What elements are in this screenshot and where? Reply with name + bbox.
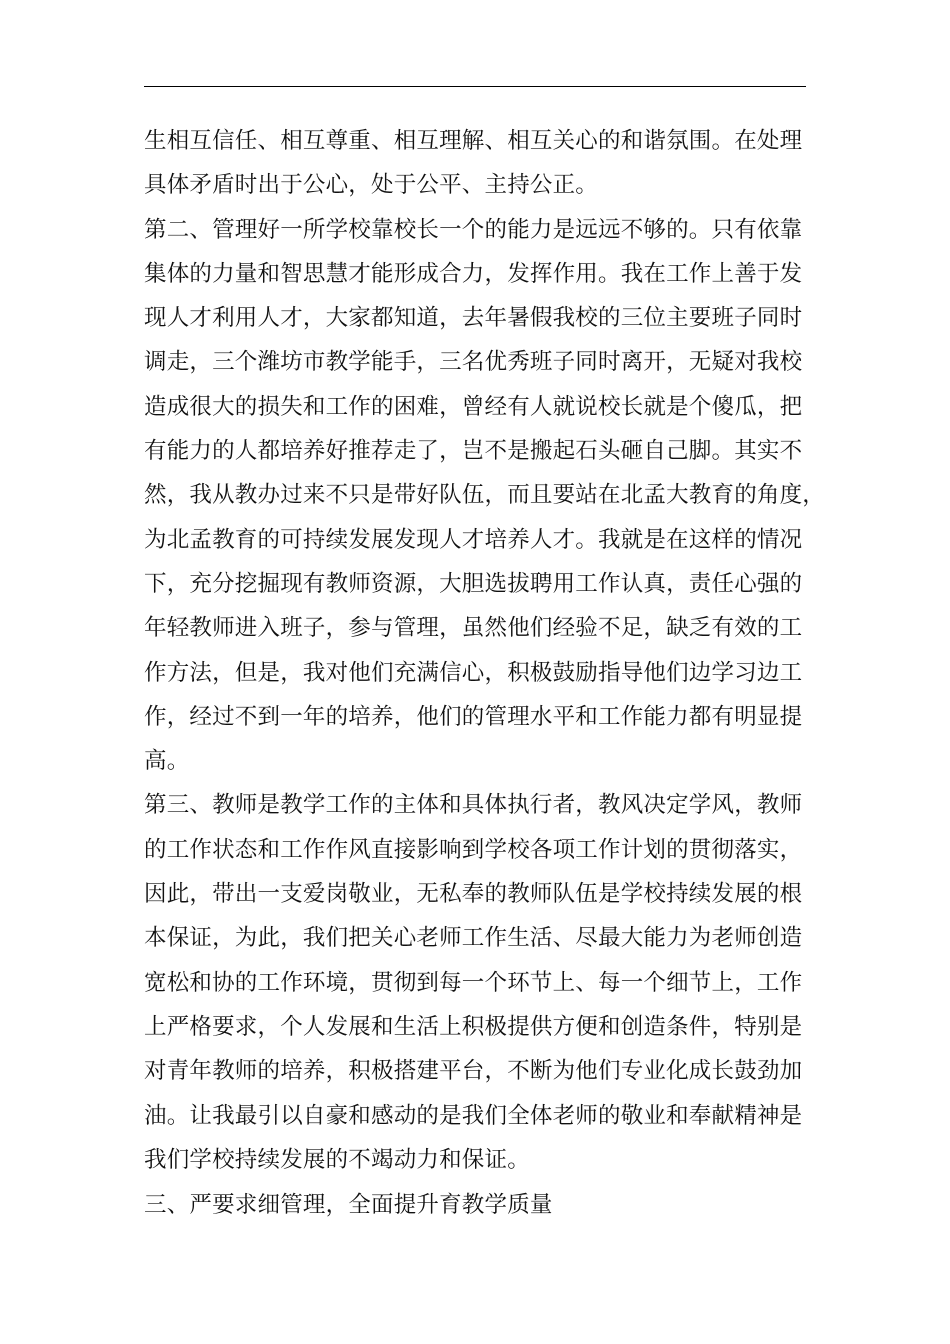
text-line: 对青年教师的培养，积极搭建平台，不断为他们专业化成长鼓劲加 (144, 1058, 803, 1085)
text-line: 作，经过不到一年的培养，他们的管理水平和工作能力都有明显提 (144, 703, 803, 730)
text-line: 集体的力量和智思慧才能形成合力，发挥作用。我在工作上善于发 (144, 260, 803, 287)
text-line: 宽松和协的工作环境，贯彻到每一个环节上、每一个细节上，工作 (144, 969, 803, 996)
text-line: 上严格要求，个人发展和生活上积极提供方便和创造条件，特别是 (144, 1013, 803, 1040)
section-heading: 三、严要求细管理，全面提升育教学质量 (144, 1192, 553, 1219)
text-line: 的工作状态和工作作风直接影响到学校各项工作计划的贯彻落实， (144, 836, 803, 863)
header-rule (144, 86, 806, 87)
text-line: 本保证，为此，我们把关心老师工作生活、尽最大能力为老师创造 (144, 925, 803, 952)
text-line: 高。 (144, 748, 190, 775)
text-line: 有能力的人都培养好推荐走了，岂不是搬起石头砸自己脚。其实不 (144, 438, 803, 465)
text-line: 造成很大的损失和工作的困难，曾经有人就说校长就是个傻瓜，把 (144, 393, 803, 420)
text-line: 第二、管理好一所学校靠校长一个的能力是远远不够的。只有依靠 (144, 216, 803, 243)
text-line: 调走，三个潍坊市教学能手，三名优秀班子同时离开，无疑对我校 (144, 349, 803, 376)
text-line: 油。让我最引以自豪和感动的是我们全体老师的敬业和奉献精神是 (144, 1102, 803, 1129)
text-line: 生相互信任、相互尊重、相互理解、相互关心的和谐氛围。在处理 (144, 128, 803, 154)
text-line: 具体矛盾时出于公心，处于公平、主持公正。 (144, 172, 599, 199)
text-line: 为北孟教育的可持续发展发现人才培养人才。我就是在这样的情况 (144, 526, 803, 553)
text-line: 因此，带出一支爱岗敬业，无私奉的教师队伍是学校持续发展的根 (144, 881, 803, 908)
text-line: 年轻教师进入班子，参与管理，虽然他们经验不足，缺乏有效的工 (144, 615, 803, 642)
text-line: 下，充分挖掘现有教师资源，大胆选拔聘用工作认真，责任心强的 (144, 570, 803, 597)
text-line: 作方法，但是，我对他们充满信心，积极鼓励指导他们边学习边工 (144, 659, 803, 686)
document-body (144, 119, 826, 1227)
text-line: 现人才利用人才，大家都知道，去年暑假我校的三位主要班子同时 (144, 305, 803, 332)
text-line: 第三、教师是教学工作的主体和具体执行者，教风决定学风，教师 (144, 792, 803, 819)
text-line: 然，我从教办过来不只是带好队伍，而且要站在北孟大教育的角度， (144, 482, 826, 509)
text-line: 我们学校持续发展的不竭动力和保证。 (144, 1146, 530, 1173)
